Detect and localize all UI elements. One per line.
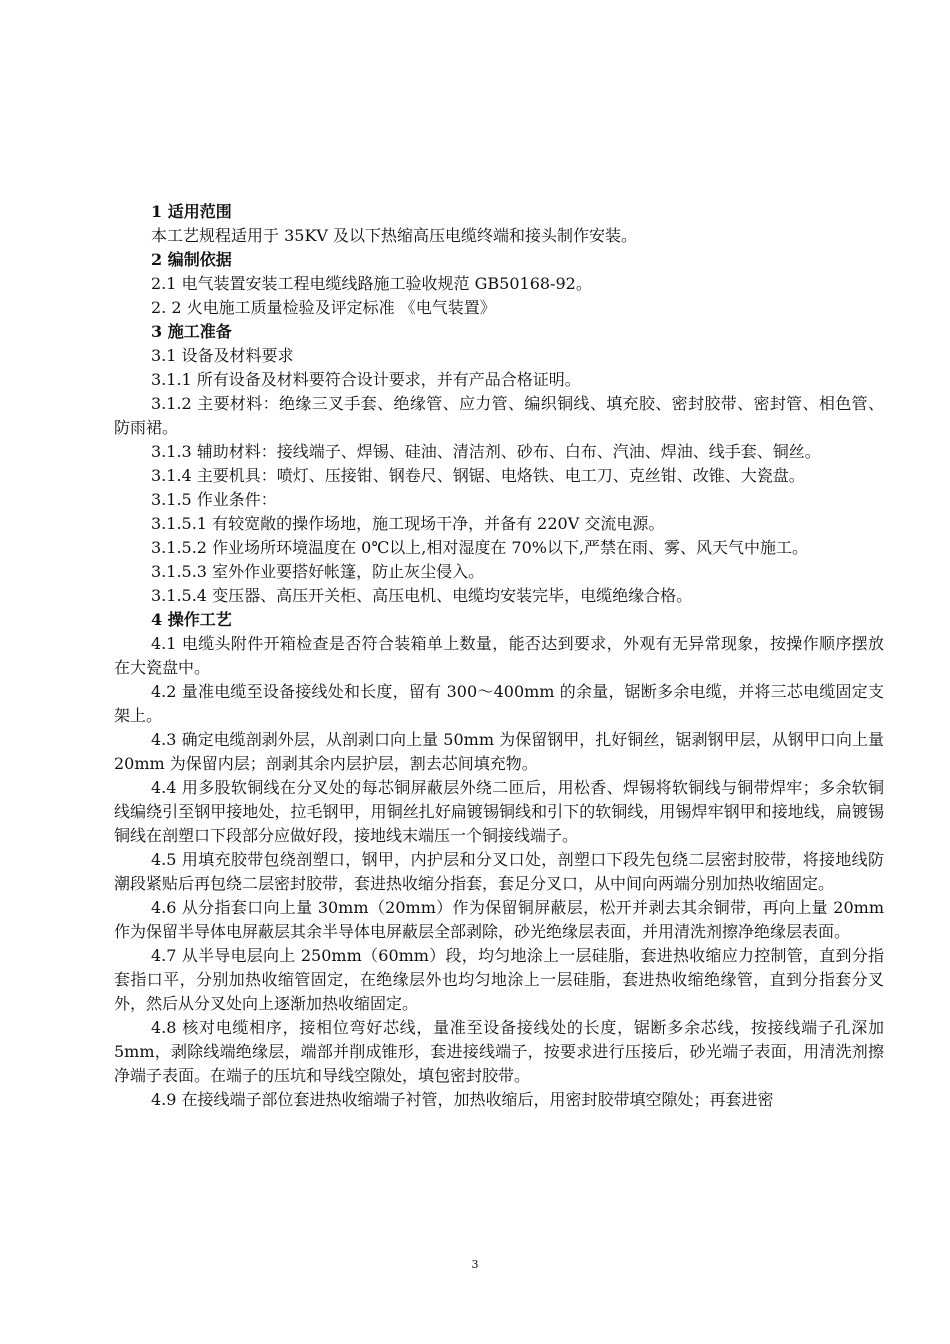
- paragraph-2-2: 2. 2 火电施工质量检验及评定标准 《电气装置》: [151, 298, 496, 317]
- paragraph-4-5: 4.5 用填充胶带包绕剖塑口，钢甲，内护层和分叉口处，剖塑口下段先包绕二层密封胶带，将接地线防潮段紧贴后再包绕二层密封胶带，套进热收缩分指套，套足分叉口，从中间向两端分别加热收缩固定。: [114, 850, 884, 893]
- paragraph-4-4: 4.4 用多股软铜线在分叉处的每芯铜屏蔽层外绕二匝后，用松香、焊锡将软铜线与铜带焊牢；多余软铜线编绕引至钢甲接地处，拉毛钢甲，用铜丝扎好扁镀锡铜线和引下的软铜线，用锡焊牢钢甲和接地线，扁镀锡铜线在剖塑口下段部分应做好段，接地线末端压一个铜接线端子。: [114, 778, 884, 845]
- paragraph-2-1: 2.1 电气装置安装工程电缆线路施工验收规范 GB50168-92。: [151, 274, 592, 293]
- section-heading-3: 3 施工准备: [151, 322, 232, 341]
- paragraph-3-1-2: 3.1.2 主要材料：绝缘三叉手套、绝缘管、应力管、编织铜线、填充胶、密封胶带、密封管、相色管、防雨裙。: [114, 394, 884, 437]
- paragraph-3-1-1: 3.1.1 所有设备及材料要符合设计要求，并有产品合格证明。: [151, 370, 581, 389]
- paragraph-4-3: 4.3 确定电缆剖剥外层，从剖剥口向上量 50mm 为保留钢甲，扎好铜丝，锯剥钢甲层，从钢甲口向上量 20mm 为保留内层；剖剥其余内层护层，割去芯间填充物。: [114, 730, 884, 773]
- paragraph-3-1-3: 3.1.3 辅助材料：接线端子、焊锡、硅油、清洁剂、砂布、白布、汽油、焊油、线手套、铜丝。: [151, 442, 821, 461]
- paragraph-3-1-5-3: 3.1.5.3 室外作业要搭好帐篷，防止灰尘侵入。: [151, 562, 485, 581]
- paragraph-3-1-5-4: 3.1.5.4 变压器、高压开关柜、高压电机、电缆均安装完毕，电缆绝缘合格。: [151, 586, 693, 605]
- paragraph-4-1: 4.1 电缆头附件开箱检查是否符合装箱单上数量，能否达到要求，外观有无异常现象，按操作顺序摆放在大瓷盘中。: [114, 634, 884, 677]
- paragraph-4-7: 4.7 从半导电层向上 250mm（60mm）段，均匀地涂上一层硅脂，套进热收缩应力控制管，直到分指套指口平，分别加热收缩管固定，在绝缘层外也均匀地涂上一层硅脂，套进热收缩绝缘管，直到分指套分叉外，然后从分叉处向上逐渐加热收缩固定。: [114, 946, 884, 1013]
- paragraph-3-1-5-2: 3.1.5.2 作业场所环境温度在 0℃以上,相对湿度在 70%以下,严禁在雨、雾、风天气中施工。: [151, 538, 809, 557]
- page-number: 3: [471, 1258, 479, 1271]
- paragraph-3-1-5-1: 3.1.5.1 有较宽敞的操作场地，施工现场干净，并备有 220V 交流电源。: [151, 514, 665, 533]
- section-heading-2: 2 编制依据: [151, 250, 232, 269]
- paragraph-3-1-5: 3.1.5 作业条件：: [151, 490, 277, 509]
- page-body: [114, 200, 884, 1112]
- section-heading-4: 4 操作工艺: [151, 610, 232, 629]
- paragraph-4-2: 4.2 量准电缆至设备接线处和长度，留有 300～400mm 的余量，锯断多余电缆，并将三芯电缆固定支架上。: [114, 682, 884, 725]
- paragraph-4-8: 4.8 核对电缆相序，接相位弯好芯线，量准至设备接线处的长度，锯断多余芯线，按接线端子孔深加 5mm，剥除线端绝缘层，端部并削成锥形，套进接线端子，按要求进行压接后，砂光端子表面，用清洗剂擦净端子表面。在端子的压坑和导线空隙处，填包密封胶带。: [114, 1018, 884, 1085]
- section-heading-1: 1 适用范围: [151, 202, 232, 221]
- paragraph-4-6: 4.6 从分指套口向上量 30mm（20mm）作为保留铜屏蔽层，松开并剥去其余铜带，再向上量 20mm 作为保留半导体电屏蔽层其余半导体电屏蔽层全部剥除，砂光绝缘层表面，并用清洗剂擦净绝缘层表面。: [114, 898, 884, 941]
- paragraph-4-9: 4.9 在接线端子部位套进热收缩端子衬管，加热收缩后，用密封胶带填空隙处；再套进密: [151, 1090, 774, 1109]
- paragraph-3-1-4: 3.1.4 主要机具：喷灯、压接钳、钢卷尺、钢锯、电烙铁、电工刀、克丝钳、改锥、大瓷盘。: [151, 466, 805, 485]
- paragraph-1-scope: 本工艺规程适用于 35KV 及以下热缩高压电缆终端和接头制作安装。: [151, 226, 638, 245]
- paragraph-3-1: 3.1 设备及材料要求: [151, 346, 294, 365]
